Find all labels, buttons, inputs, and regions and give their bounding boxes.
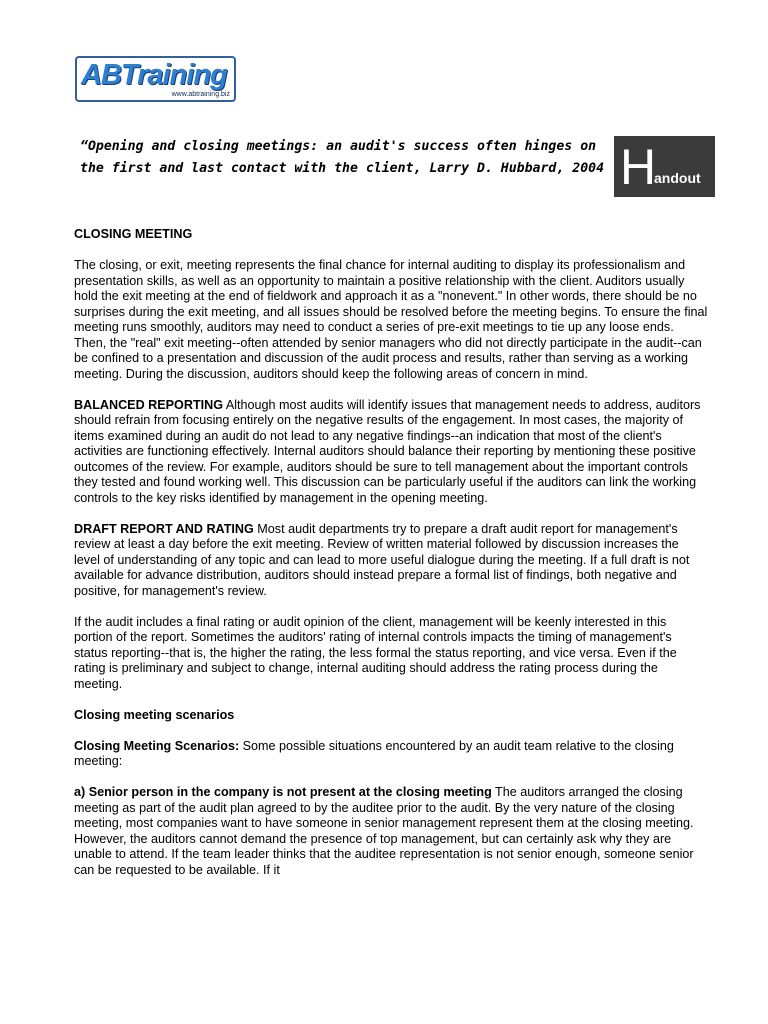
- lead-scenario-a: a) Senior person in the company is not present at the closing meeting: [74, 785, 492, 799]
- paragraph-intro: The closing, or exit, meeting represents the final chance for internal auditing to display its professionalism and presentation skills, as well as an opportunity to maintain a positive relationship with the client. Auditors usually hold the exit meeting at the end of fieldwork and approach it as a "nonevent." In other words, there should be no surprises during the exit meeting, and all issues should be resolved before the meeting begins. To ensure the final meeting runs smoothly, auditors may need to conduct a series of pre-exit meetings to tie up any loose ends. Then, the "real" exit meeting--often attended by senior managers who did not directly participate in the audit--can be confined to a presentation and discussion of the audit process and results, rather than serving as a working meeting. During the discussion, auditors should keep the following areas of concern in mind.: [74, 258, 708, 381]
- handout-badge: [614, 136, 715, 197]
- section-heading-closing-meeting: CLOSING MEETING: [74, 227, 193, 241]
- paragraph-draft-report: [74, 522, 708, 600]
- text-draft-report: Most audit departments try to prepare a draft audit report for management's review at least a day before the exit meeting. Review of written material followed by discussion increases the level of understanding of any topic and can lead to more useful dialogue during the meeting. If a full draft is not available for advance distribution, auditors should instead prepare a formal list of findings, both negative and positive, for management's review.: [74, 521, 690, 598]
- logo-wordmark: ABTraining: [81, 59, 227, 91]
- paragraph-scenario-a: [74, 785, 708, 878]
- document-body: [74, 227, 708, 878]
- text-scenarios: Some possible situations encountered by an audit team relative to the closing meeting:: [74, 738, 674, 768]
- lead-balanced-reporting: BALANCED REPORTING: [74, 397, 224, 412]
- header-quote: “Opening and closing meetings: an audit's success often hinges on the first and last contact with the client, Larry D. Hubbard, 2004: [80, 139, 605, 176]
- lead-draft-report: DRAFT REPORT AND RATING: [74, 521, 254, 536]
- paragraph-rating: If the audit includes a final rating or audit opinion of the client, management will be keenly interested in this portion of the report. Sometimes the auditors' rating of internal controls impacts the timing of management's status reporting--that is, the higher the rating, the less formal the status reporting, and vice versa. Even if the rating is preliminary and subject to change, internal auditing should address the rating process during the meeting.: [74, 614, 677, 691]
- paragraph-scenarios-intro: [74, 739, 708, 770]
- company-logo: [75, 56, 236, 102]
- lead-scenarios: Closing Meeting Scenarios:: [74, 738, 240, 753]
- logo-url: www.abtraining.biz: [171, 91, 230, 98]
- handout-initial: H: [620, 139, 657, 195]
- section-heading-scenarios: Closing meeting scenarios: [74, 707, 235, 722]
- handout-rest: andout: [654, 170, 701, 186]
- text-scenario-a: The auditors arranged the closing meeting as part of the audit plan agreed to by the auditee prior to the audit. By the very nature of the closing meeting, most companies want to have someone in senior management represent them at the closing meeting. However, the auditors cannot demand the presence of top management, but can certainly ask why they are unable to attend. If the team leader thinks that the auditee representation is not senior enough, someone senior can be requested to be available. If it: [74, 785, 694, 877]
- text-balanced-reporting: Although most audits will identify issues that management needs to address, auditors should refrain from focusing entirely on the negative results of the engagement. In most cases, the majority of items examined during an audit do not lead to any negative findings--an indication that most of the client's activities are functioning effectively. Internal auditors should balance their reporting by mentioning these positive outcomes of the review. For example, auditors should be sure to tell management about the important controls they tested and found working well. This discussion can be particularly useful if the auditors can link the working controls to the key risks identified by management in the opening meeting.: [74, 397, 701, 505]
- paragraph-balanced-reporting: [74, 398, 708, 507]
